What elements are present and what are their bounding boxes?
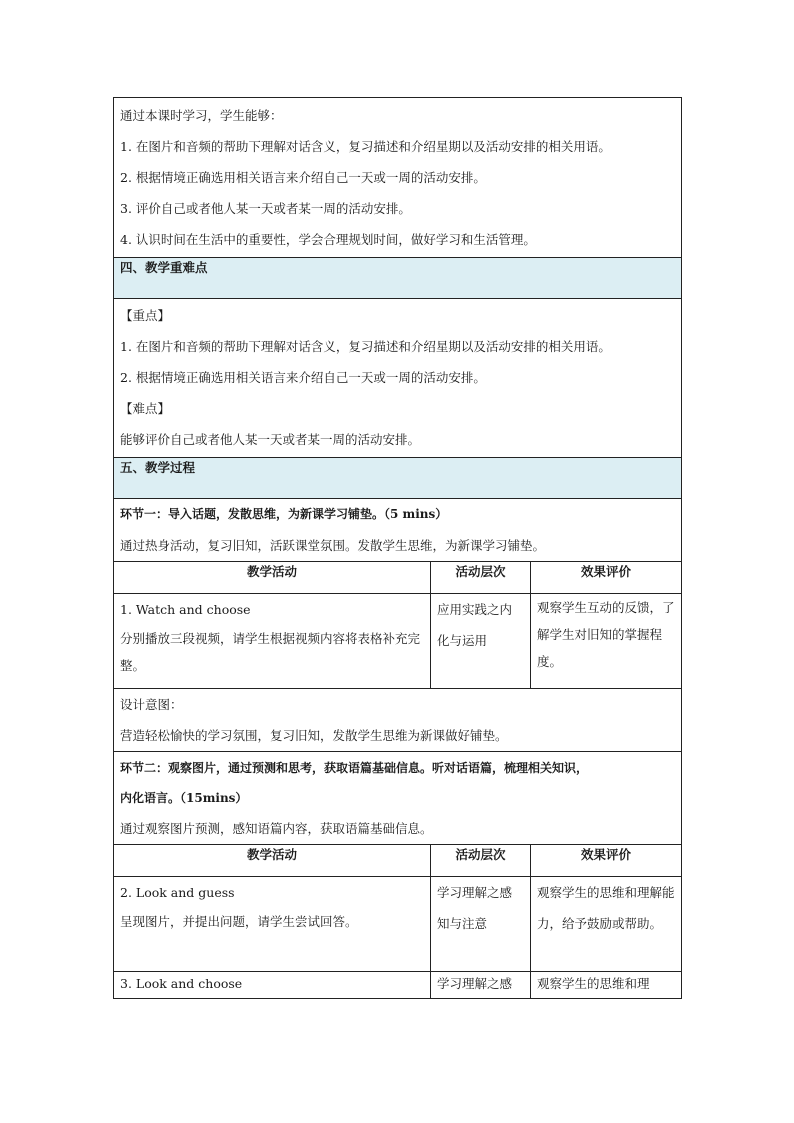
activity-desc: 呈现图片，并提出问题，请学生尝试回答。 (120, 914, 358, 929)
step2-desc: 通过观察图片预测，感知语篇内容，获取语篇基础信息。 (120, 821, 433, 836)
table-row (114, 877, 682, 972)
activity-cell (114, 594, 431, 689)
header-activity: 教学活动 (114, 562, 431, 594)
table-row (114, 594, 682, 689)
objectives-cell (114, 98, 682, 258)
key-point-item: 2. 根据情境正确选用相关语言来介绍自己一天或一周的活动安排。 (120, 370, 486, 385)
objective-item: 4. 认识时间在生活中的重要性，学会合理规划时间，做好学习和生活管理。 (120, 232, 536, 247)
level-cell (431, 594, 531, 689)
activity-evaluation: 观察学生的思维和理 (537, 976, 650, 991)
header-level: 活动层次 (431, 845, 531, 877)
step2-intro-cell (114, 752, 682, 845)
step2-title-line1: 环节二：观察图片，通过预测和思考，获取语篇基础信息。听对话语篇，梳理相关知识， (120, 761, 589, 775)
activity-level: 学习理解之感 (437, 976, 513, 991)
section4-content-row (114, 299, 682, 458)
activity-evaluation: 观察学生互动的反馈，了解学生对旧知的掌握程度。 (537, 600, 675, 669)
lesson-plan-table (113, 97, 682, 999)
step2-table-header (114, 845, 682, 877)
objectives-row (114, 98, 682, 258)
activity-title: 2. Look and guess (120, 885, 235, 900)
level-cell (431, 877, 531, 972)
activity-level: 应用实践之内化与运用 (437, 602, 513, 648)
activity-evaluation: 观察学生的思维和理解能力，给予鼓励或帮助。 (537, 885, 675, 931)
objective-item: 1. 在图片和音频的帮助下理解对话含义，复习描述和介绍星期以及活动安排的相关用语。 (120, 139, 611, 154)
step1-intro-cell (114, 499, 682, 562)
activity-desc: 分别播放三段视频，请学生根据视频内容将表格补充完整。 (120, 631, 421, 673)
difficult-point-text: 能够评价自己或者他人某一天或者某一周的活动安排。 (120, 432, 421, 447)
step2-intro-row (114, 752, 682, 845)
evaluation-cell (531, 877, 682, 972)
design-intent-label: 设计意图： (120, 697, 183, 712)
activity-title: 3. Look and choose (120, 976, 243, 991)
section5-title: 五、教学过程 (114, 458, 682, 499)
step1-desc: 通过热身活动，复习旧知，活跃课堂氛围。发散学生思维，为新课学习铺垫。 (120, 538, 546, 553)
step1-title: 环节一：导入话题，发散思维，为新课学习铺垫。（5 mins） (120, 507, 448, 521)
activity-cell (114, 972, 431, 999)
table-row (114, 972, 682, 999)
evaluation-cell (531, 594, 682, 689)
objective-item: 2. 根据情境正确选用相关语言来介绍自己一天或一周的活动安排。 (120, 170, 486, 185)
header-evaluation: 效果评价 (531, 562, 682, 594)
activity-level: 学习理解之感知与注意 (437, 885, 513, 931)
step1-design-cell (114, 689, 682, 752)
step1-table-header (114, 562, 682, 594)
section5-header-row (114, 458, 682, 499)
objectives-intro: 通过本课时学习，学生能够： (120, 108, 283, 123)
section4-content-cell (114, 299, 682, 458)
step2-title-line2: 内化语言。（15mins） (120, 791, 248, 805)
difficult-points-label: 【难点】 (120, 401, 171, 416)
design-intent-text: 营造轻松愉快的学习氛围，复习旧知，发散学生思维为新课做好铺垫。 (120, 728, 508, 743)
header-level: 活动层次 (431, 562, 531, 594)
key-point-item: 1. 在图片和音频的帮助下理解对话含义，复习描述和介绍星期以及活动安排的相关用语。 (120, 339, 611, 354)
activity-title: 1. Watch and choose (120, 602, 251, 617)
step1-intro-row (114, 499, 682, 562)
lesson-plan-page (113, 97, 681, 999)
key-points-label: 【重点】 (120, 308, 171, 323)
level-cell (431, 972, 531, 999)
header-evaluation: 效果评价 (531, 845, 682, 877)
step1-design-row (114, 689, 682, 752)
activity-cell (114, 877, 431, 972)
objective-item: 3. 评价自己或者他人某一天或者某一周的活动安排。 (120, 201, 411, 216)
header-activity: 教学活动 (114, 845, 431, 877)
evaluation-cell (531, 972, 682, 999)
section4-title: 四、教学重难点 (114, 258, 682, 299)
section4-header-row (114, 258, 682, 299)
